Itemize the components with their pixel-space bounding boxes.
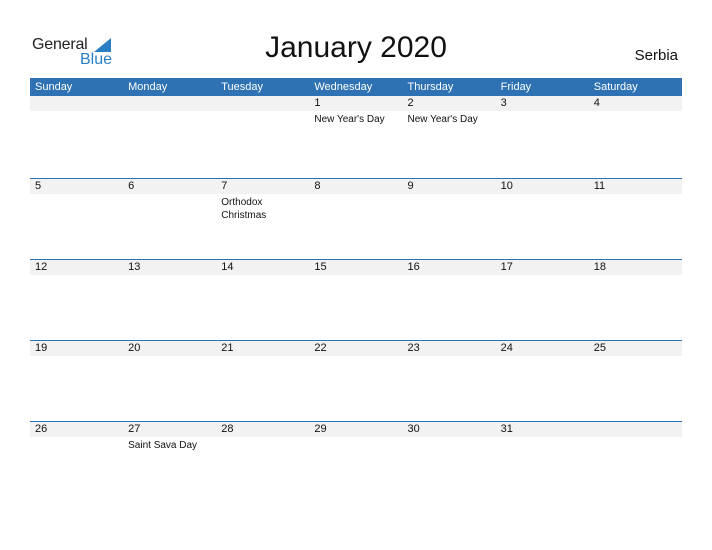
- day-cell: [496, 341, 589, 358]
- day-cell: [123, 260, 216, 277]
- weekday-tuesday: Tuesday: [221, 81, 264, 93]
- weekday-sunday: Sunday: [35, 81, 73, 93]
- weekday-friday: Friday: [500, 81, 532, 93]
- day-number: 20: [128, 342, 141, 354]
- week-row: [30, 259, 682, 340]
- day-cell: [589, 260, 682, 277]
- day-cell: [216, 341, 309, 358]
- day-number: 2: [407, 97, 414, 109]
- calendar-grid: [30, 78, 682, 502]
- day-number: 17: [500, 261, 513, 273]
- day-number: 27: [128, 423, 141, 435]
- day-cell: [309, 96, 402, 126]
- day-number: 29: [314, 423, 327, 435]
- day-cell: [496, 260, 589, 277]
- day-cell: [589, 341, 682, 358]
- day-cell: [30, 341, 123, 358]
- day-number: 13: [128, 261, 141, 273]
- day-cell: [403, 341, 496, 358]
- day-number: 3: [500, 97, 507, 109]
- day-cell: [403, 96, 496, 126]
- day-cell: [496, 96, 589, 126]
- day-cell: [123, 422, 216, 452]
- day-cell: [496, 422, 589, 452]
- day-number: 31: [500, 423, 513, 435]
- day-cell: [403, 179, 496, 222]
- day-number: 10: [500, 180, 513, 192]
- day-number: 5: [35, 180, 42, 192]
- week-days: [30, 260, 682, 277]
- week-row: [30, 340, 682, 421]
- day-number: 19: [35, 342, 48, 354]
- day-number: 1: [314, 97, 321, 109]
- day-cell: [403, 422, 496, 452]
- weekday-saturday: Saturday: [593, 81, 638, 93]
- day-number: 22: [314, 342, 327, 354]
- weekday-monday: Monday: [128, 81, 168, 93]
- day-number: 8: [314, 180, 321, 192]
- week-row: [30, 178, 682, 259]
- day-cell: [30, 96, 123, 126]
- day-number: 15: [314, 261, 327, 273]
- day-cell: [589, 96, 682, 126]
- day-cell: [403, 260, 496, 277]
- day-cell: [30, 260, 123, 277]
- holiday-label: Orthodox Christmas: [221, 197, 267, 221]
- holiday-label: New Year's Day: [407, 114, 478, 125]
- day-number: 12: [35, 261, 48, 273]
- day-cell: [309, 422, 402, 452]
- day-cell: [216, 96, 309, 126]
- weeks-container: [30, 96, 682, 502]
- day-number: 16: [407, 261, 420, 273]
- holiday-label: Saint Sava Day: [128, 440, 198, 451]
- day-cell: [216, 260, 309, 277]
- day-cell: [309, 341, 402, 358]
- day-number: 26: [35, 423, 48, 435]
- weekday-thursday: Thursday: [407, 81, 454, 93]
- day-cell: [216, 179, 309, 222]
- logo-text-blue: Blue: [80, 51, 113, 68]
- page-title: January 2020: [265, 31, 447, 64]
- weekday-wednesday: Wednesday: [314, 81, 373, 93]
- day-cell: [123, 179, 216, 222]
- day-cell: [309, 179, 402, 222]
- day-cell: [309, 260, 402, 277]
- day-number: 30: [407, 423, 420, 435]
- day-number: 25: [593, 342, 606, 354]
- day-number: 6: [128, 180, 135, 192]
- logo-text-general: General: [32, 36, 88, 53]
- day-number: 4: [593, 97, 600, 109]
- day-number: 11: [593, 180, 606, 192]
- day-number: 23: [407, 342, 420, 354]
- day-number: 14: [221, 261, 234, 273]
- holiday-label: New Year's Day: [314, 114, 385, 125]
- day-number: 9: [407, 180, 414, 192]
- week-days: [30, 341, 682, 358]
- week-row: [30, 421, 682, 502]
- day-cell: [216, 422, 309, 452]
- week-row: [30, 96, 682, 178]
- day-cell: [123, 341, 216, 358]
- day-cell: [30, 422, 123, 452]
- day-number: 21: [221, 342, 234, 354]
- week-days: [30, 422, 682, 452]
- weekday-header: [30, 78, 682, 96]
- day-number: 28: [221, 423, 234, 435]
- day-cell: [30, 179, 123, 222]
- week-days: [30, 179, 682, 222]
- day-number: 24: [500, 342, 513, 354]
- week-days: [30, 96, 682, 126]
- day-number: 7: [221, 180, 228, 192]
- country-label: Serbia: [634, 47, 678, 64]
- day-cell: [123, 96, 216, 126]
- day-cell: [496, 179, 589, 222]
- day-cell: [589, 422, 682, 452]
- day-number: 18: [593, 261, 606, 273]
- day-cell: [589, 179, 682, 222]
